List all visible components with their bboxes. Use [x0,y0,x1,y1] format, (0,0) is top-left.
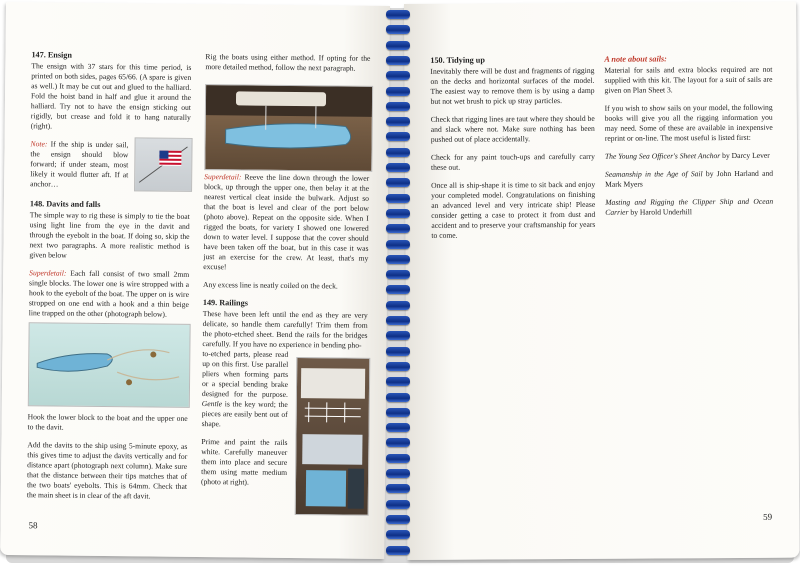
binding-coil [386,71,410,80]
book-1-author: by Darcy Lever [720,150,770,161]
binding-coil [386,362,410,371]
section-150-paragraph-2: Check that rigging lines are taut where they should be and slack where not. Make sure nothing has been pushed out of place accidentally. [430,113,595,144]
section-149-body: These have been left until the end as they are very delicate, so handle them carefully! Trim them from the photo-etched sheet. Bend the rails for the bridges carefully. If you have no experience in bending pho- [202,309,368,350]
section-149-narrow: to-etched parts, please read up on this first. Use parallel pliers when forming parts or a special bending brake designed for the purpose. Gentle is the key word; the pieces are easily bent out of shape. [201,349,289,429]
book-3-author: by Harold Underhill [628,207,693,217]
binding-coil [386,163,410,172]
superdetail-label-2: Superdetail: [204,172,242,182]
right-page [404,2,799,560]
note-text: If the ship is under sail, the ensign should blow forward; if under steam, most likely it would flutter aft. If at anchor… [30,139,129,189]
superdetail-text: Each fall consist of two small 2mm single blocks. The lower one is wire stropped with a hook to the eyebolt of the boat. The upper on is wire stropped on one end with a hook and a thin beige line trapped on the other (photograph below). [28,268,190,319]
left-page-number: 58 [28,520,38,531]
section-148-superdetail [29,268,190,320]
spiral-binding [386,0,410,569]
book-2-author: by John Harland and Mark Myers [605,168,774,189]
sails-note-title: A note about sails: [604,54,667,64]
binding-coil [386,500,410,509]
section-150-paragraph-1: Inevitably there will be dust and fragments of rigging on the decks and horizontal surfaces of the model. The easiest way to remove them is by using a damp but not wet brush to pick up stray particles. [430,65,595,106]
binding-coil [386,255,410,264]
superdetail-label: Superdetail: [29,268,67,278]
binding-coil [386,347,410,356]
section-147-note [30,139,129,190]
binding-coil [386,178,410,187]
davits-paragraph: Add the davits to the ship using 5-minute epoxy, as this gives time to adjust the davits vertically and for distance apart (photograph next column). Make sure that the distance between their tips matches that of the two boats' eyebolts. This is 64mm. Check that the main sheet is in clear of the aft davit. [26,440,188,501]
book-3 [605,197,773,218]
binding-coil [386,484,410,493]
excess-line-paragraph: Any excess line is neatly coiled on the deck. [203,280,338,291]
boat-blocks-photo [28,322,191,408]
binding-coil [386,423,410,432]
right-page-number: 59 [763,511,773,522]
binding-coil [386,331,410,340]
binding-coil [386,194,410,203]
gentle-word: Gentle [201,399,223,409]
section-149-title: 149. Railings [202,298,248,308]
binding-coil [386,285,410,294]
note-label: Note: [30,139,48,149]
prime-paragraph: Prime and paint the rails white. Carefully maneuver them into place and secure them using matte medium (photo at right). [200,437,288,487]
binding-coil [386,469,410,478]
column-2-intro: Rig the boats using either method. If opting for the more detailed method, follow the next paragraph. [205,52,371,73]
binding-coil [386,10,410,19]
section-150-paragraph-3: Check for any paint touch-ups and carefully carry these out. [430,151,595,172]
binding-coil [386,240,410,249]
binding-coil [386,408,410,417]
boat-illustration [29,323,190,407]
book-2 [605,169,773,190]
binding-coil [386,117,410,126]
left-page [0,2,390,559]
binding-coil [386,393,410,402]
section-148-title: 148. Davits and falls [29,199,101,209]
binding-coil [386,148,410,157]
binding-coil [386,515,410,524]
right-column-1 [430,55,595,249]
column-2-superdetail [203,172,369,274]
binding-coil [386,87,410,96]
book-1-title: The Young Sea Officer's Sheet Anchor [604,151,721,161]
section-147-body: The ensign with 37 stars for this time period, is printed on both sides, pages 65/66. (A spare is given as well.) It may be cut out and glued to the halliard. Fold the hoist band in half and glue it around the halliard. Try not to have the ensign sticking out rigidly, but crease and fold it to hang naturally (right). [30,61,192,131]
flag-icon [135,138,192,191]
binding-coil [386,301,410,310]
left-column-1 [27,50,192,510]
ensign-photo [134,137,193,192]
binding-coil [386,316,410,325]
section-150-title: 150. Tidying up [430,55,485,65]
superdetail-text-2: Reeve the line down through the lower block, up through the upper one, then belay it at the nearest vertical cleat inside the bulwark. Adjust so that the boat is level and clear of the port below (photo above). Repeat on the opposite side. When I rigged the boats, for variety I showed one lowered down to water level. I suppose that the cover should have been taken off the boat, but in this case it was just an exercise for the crew. At least, that's my excuse! [203,172,370,272]
binding-coil [386,132,410,141]
binding-coil [386,56,410,65]
railings-illustration [296,358,370,515]
binding-coil [386,454,410,463]
deck-illustration [205,85,372,171]
binding-coil [386,209,410,218]
railings-photo [295,357,371,516]
binding-coil [386,25,410,34]
binding-coil [386,438,410,447]
binding-coil [386,270,410,279]
binding-coil [386,377,410,386]
book-2-title: Seamanship in the Age of Sail [605,169,703,179]
binding-coil [386,102,410,111]
sails-paragraph-2: If you wish to show sails on your model, the following books will give you all the rigging information you may need. Some of these are available in inexpensive reprint or on-line. The most useful is listed first: [604,102,773,143]
section-148-body: The simple way to rig these is simply to tie the boat using light line from the eye in the davit and through the eyebolt in the boat. If doing so, skip the next two paragraphs. A more realistic method is given below [29,210,190,260]
section-147-title: 147. Ensign [31,50,73,60]
section-150-paragraph-4: Once all is ship-shape it is time to sit back and enjoy your completed model. Congratulations on finishing an advanced level and very intricate ship! Please consider getting a case to protect it from dust and accident and to preserve your craftsmanship for years to come. [431,179,596,240]
book-3-title: Masting and Rigging the Clipper Ship and Ocean Carrier [605,196,774,217]
binding-coil [386,546,410,555]
binding-coil [386,530,410,539]
book-1 [605,151,773,162]
binding-coil [386,41,410,50]
binding-coil [386,224,410,233]
hook-paragraph: Hook the lower block to the boat and the upper one to the davit. [27,412,188,432]
boat-deck-photo [204,84,373,172]
sails-paragraph-1: Material for sails and extra blocks required are not supplied with this kit. The layout for a suit of sails are given on Plan Sheet 3. [604,64,773,95]
right-column-2 [604,54,773,226]
